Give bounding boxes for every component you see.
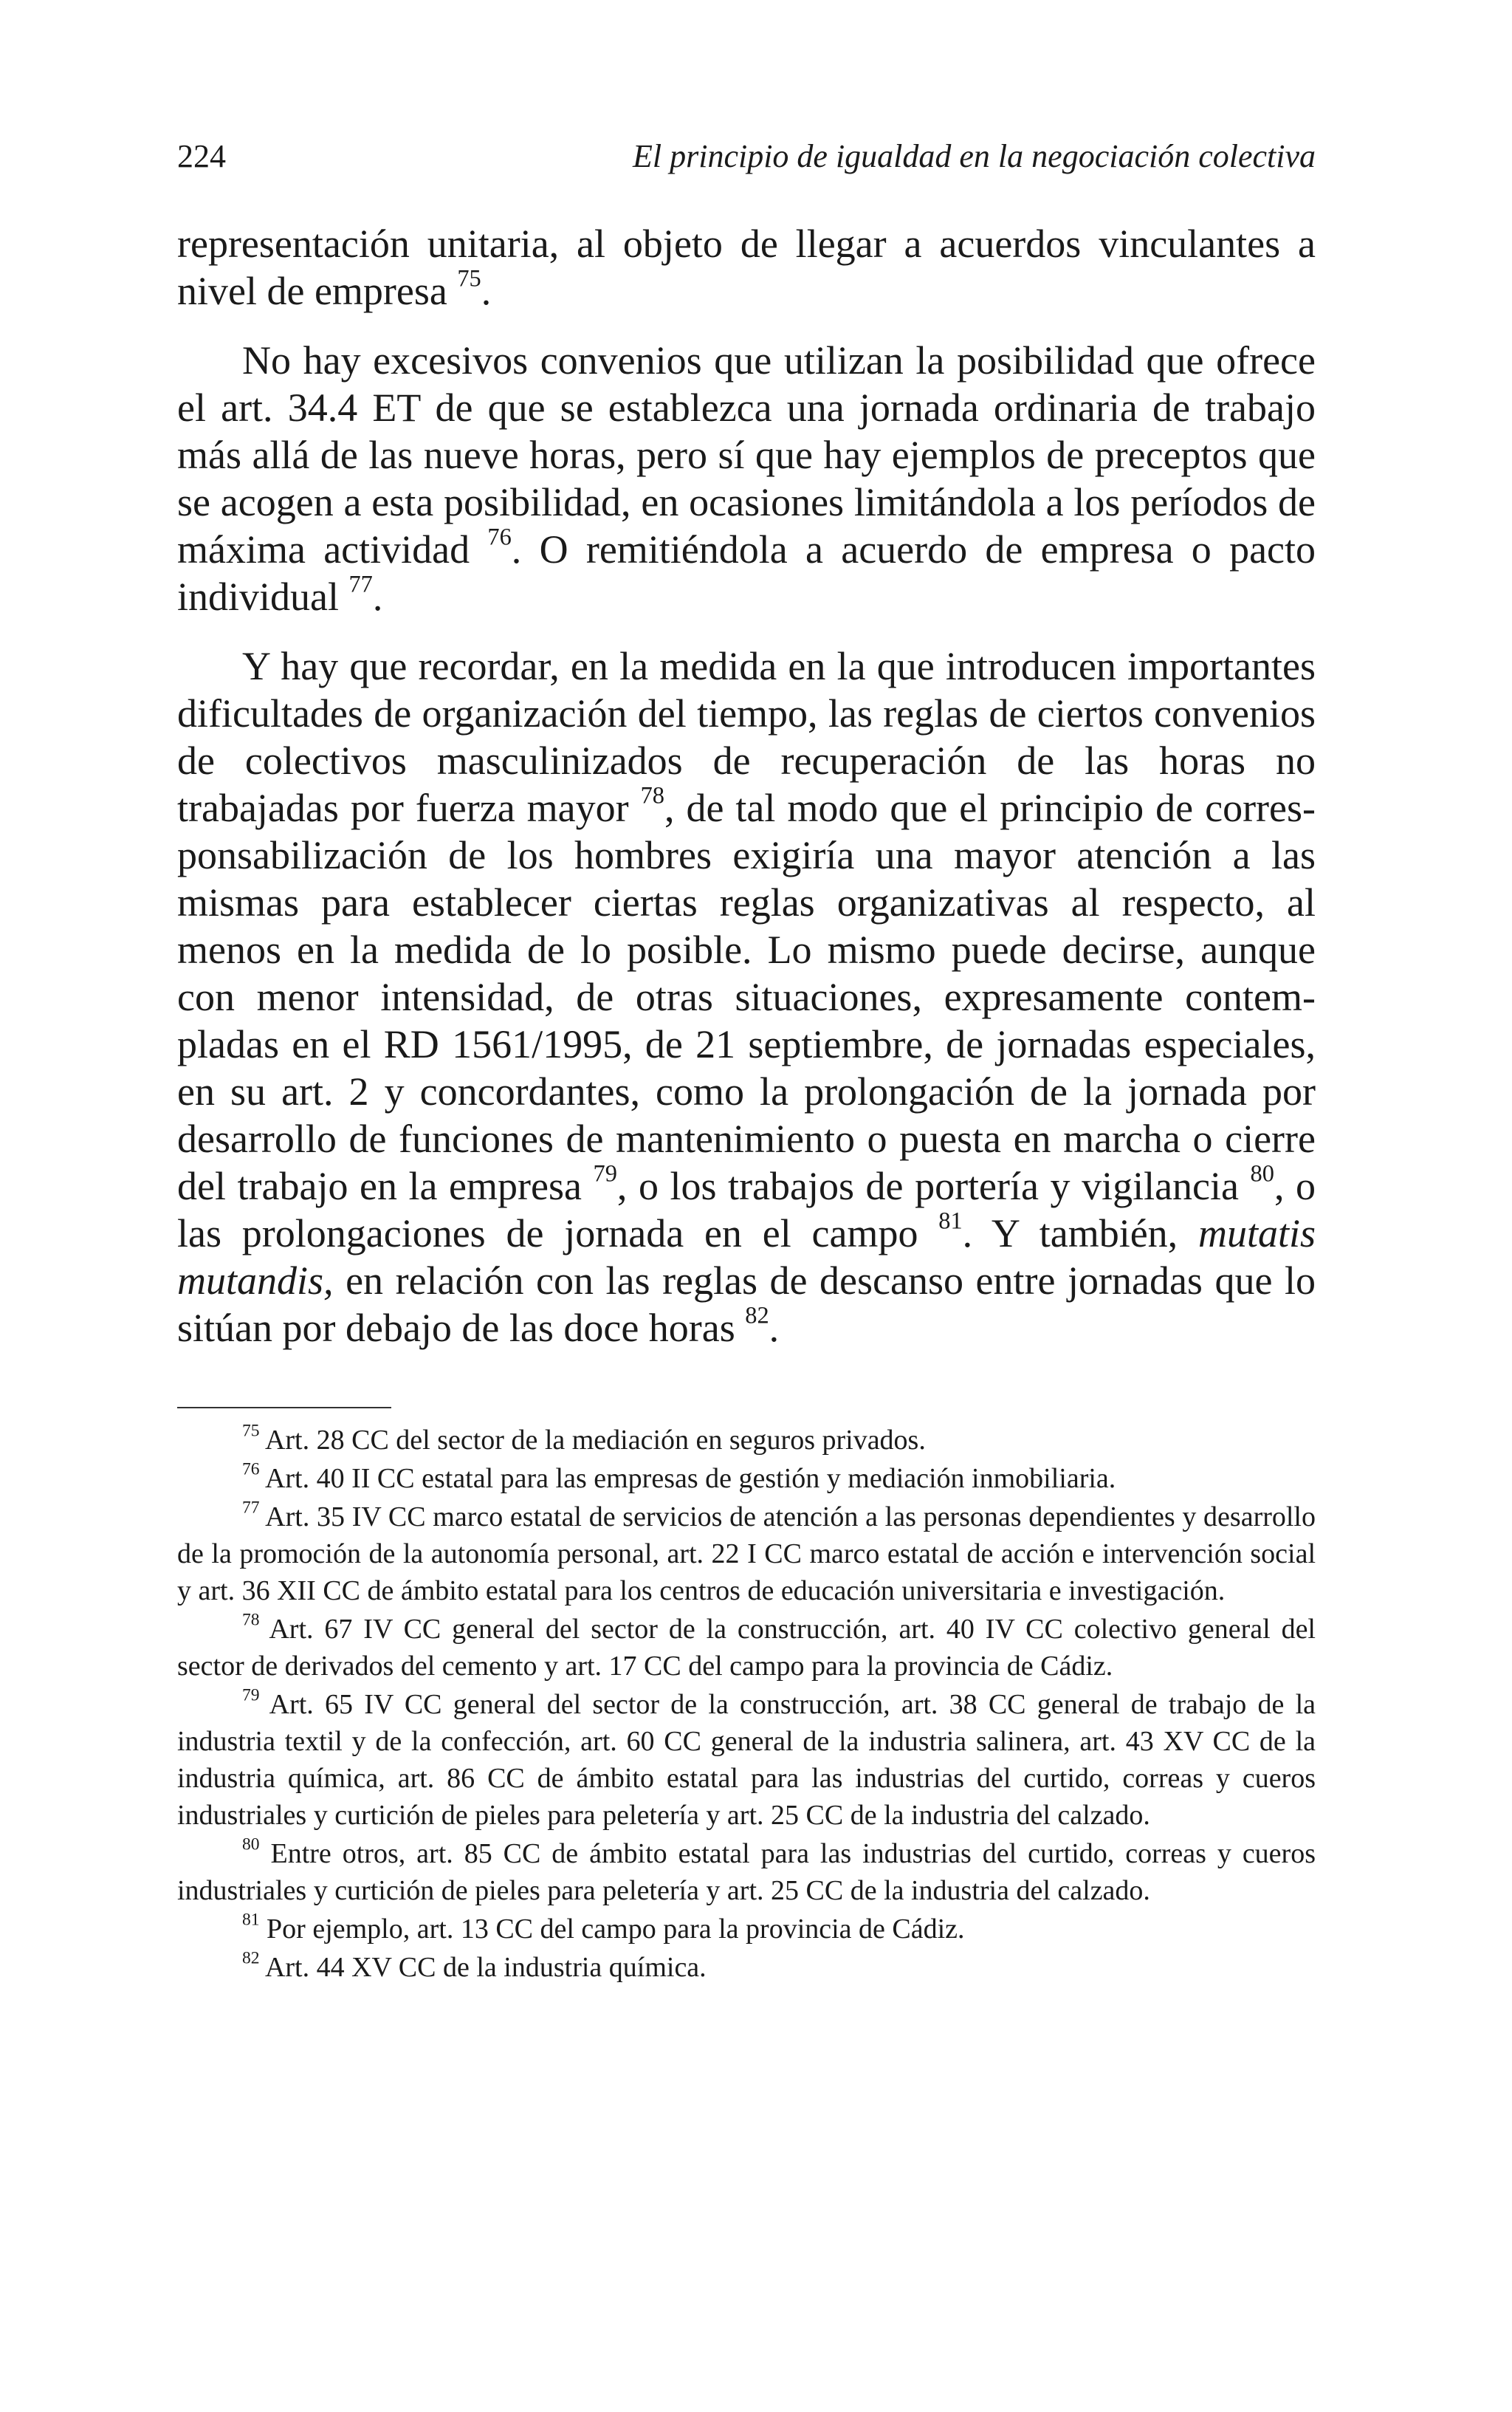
footnote: [177, 1460, 1316, 1497]
text-run: , o las prolongaciones de jornada en el campo: [177, 1164, 1316, 1255]
main-text: [177, 220, 1316, 1374]
text-run: No hay excesivos convenios que utilizan la posibilidad que ofrece el art. 34.4 ET de que se establezca una jornada ordinaria de trabajo más allá de las nueve horas, pero sí que hay ejemplos de preceptos que se acogen a esta posibilidad, en ocasiones limitándola a los períodos de máxima actividad: [177, 338, 1316, 572]
paragraph-3: [177, 643, 1316, 1351]
footnotes: [177, 1422, 1316, 1987]
footnote-ref: 79: [593, 1160, 617, 1188]
footnote: [177, 1686, 1316, 1834]
footnote-number: 75: [242, 1421, 260, 1441]
text-run: .: [481, 269, 492, 313]
text-run: representación unitaria, al objeto de llegar a acuerdos vinculantes a nivel de empresa: [177, 222, 1316, 313]
page-number: 224: [177, 138, 226, 174]
footnote-ref: 81: [938, 1207, 963, 1235]
footnote-text: Art. 67 IV CC general del sector de la construcción, art. 40 IV CC colectivo general del sector de derivados del cemento y art. 17 CC del campo para la provincia de Cádiz.: [177, 1614, 1316, 1682]
footnote-text: Art. 40 II CC estatal para las empresas de gestión y mediación inmobiliaria.: [259, 1463, 1116, 1494]
footnote-text: Art. 28 CC del sector de la mediación en seguros privados.: [259, 1425, 926, 1456]
text-run: en relación con las reglas de descanso entre jornadas que lo sitúan por debajo de las doce horas: [177, 1258, 1316, 1350]
footnote-number: 76: [242, 1459, 260, 1479]
italic-phrase: mutatis mutandis,: [177, 1211, 1316, 1303]
footnote-ref: 82: [745, 1302, 769, 1329]
footnote-number: 79: [242, 1685, 260, 1705]
footnote-text: Art. 35 IV CC marco estatal de servicios de atención a las personas dependientes y desarrollo de la promoción de la autonomía personal, art. 22 I CC marco estatal de acción e intervención social y art. 36 XII CC de ámbito estatal para los centros de educación universitaria e investigación.: [177, 1501, 1316, 1606]
footnote-ref: 77: [348, 571, 373, 598]
footnote: [177, 1422, 1316, 1459]
footnote: [177, 1835, 1316, 1909]
footnote-number: 81: [242, 1910, 260, 1930]
text-run: .: [372, 575, 383, 619]
footnote: [177, 1611, 1316, 1685]
paragraph-1: [177, 220, 1316, 315]
footnote-text: Por ejemplo, art. 13 CC del campo para la provincia de Cádiz.: [259, 1914, 965, 1945]
footnote-separator: [177, 1407, 391, 1408]
text-run: Y hay que recordar, en la medida en la que introducen importantes dificultades de organización del tiempo, las reglas de ciertos convenios de colectivos masculinizados de recuperación de las horas no trabajadas por fuerza mayor: [177, 644, 1316, 830]
text-run: , o los trabajos de portería y vigilancia: [616, 1164, 1251, 1208]
footnote-ref: 75: [457, 265, 481, 292]
footnote-number: 78: [242, 1610, 260, 1630]
text-run: . Y también,: [962, 1211, 1198, 1255]
footnote: [177, 1949, 1316, 1986]
footnote-text: Art. 44 XV CC de la industria química.: [259, 1952, 707, 1983]
footnote: [177, 1498, 1316, 1609]
footnote-ref: 80: [1250, 1160, 1274, 1188]
footnote-text: Art. 65 IV CC general del sector de la construcción, art. 38 CC general de trabajo de la industria textil y de la confección, art. 60 CC general de la industria salinera, art. 43 XV CC de la industria química, art. 86 CC de ámbito estatal para las industrias del curtido, correas y cueros industriales y curtición de pieles para peletería y art. 25 CC de la industria del calzado.: [177, 1689, 1316, 1831]
text-run: .: [769, 1306, 780, 1350]
footnote-ref: 78: [640, 782, 664, 809]
text-run: . O remitiéndola a acuerdo de empresa o pacto individual: [177, 527, 1316, 619]
paragraph-2: [177, 337, 1316, 620]
text-run: , de tal modo que el principio de corresponsabilización de los hombres exigiría una mayor atención a las mismas para establecer ciertas reglas organizativas al respecto, al menos en la medida de lo posible. Lo mismo puede decirse, aunque con menor intensidad, de otras situaciones, expresamente contempladas en el RD 1561/1995, de 21 septiembre, de jornadas especiales, en su art. 2 y concordantes, como la prolongación de la jornada por desarrollo de funciones de mantenimiento o puesta en marcha o cierre del trabajo en la empresa: [177, 786, 1316, 1208]
footnote-ref: 76: [487, 524, 512, 551]
footnote-number: 80: [242, 1834, 260, 1854]
footnote-text: Entre otros, art. 85 CC de ámbito estatal para las industrias del curtido, correas y cueros industriales y curtición de pieles para peletería y art. 25 CC de la industria del calzado.: [177, 1838, 1316, 1906]
footnote: [177, 1911, 1316, 1947]
footnote-number: 82: [242, 1948, 260, 1968]
running-title: El principio de igualdad en la negociación colectiva: [633, 138, 1316, 174]
footnote-number: 77: [242, 1498, 260, 1518]
